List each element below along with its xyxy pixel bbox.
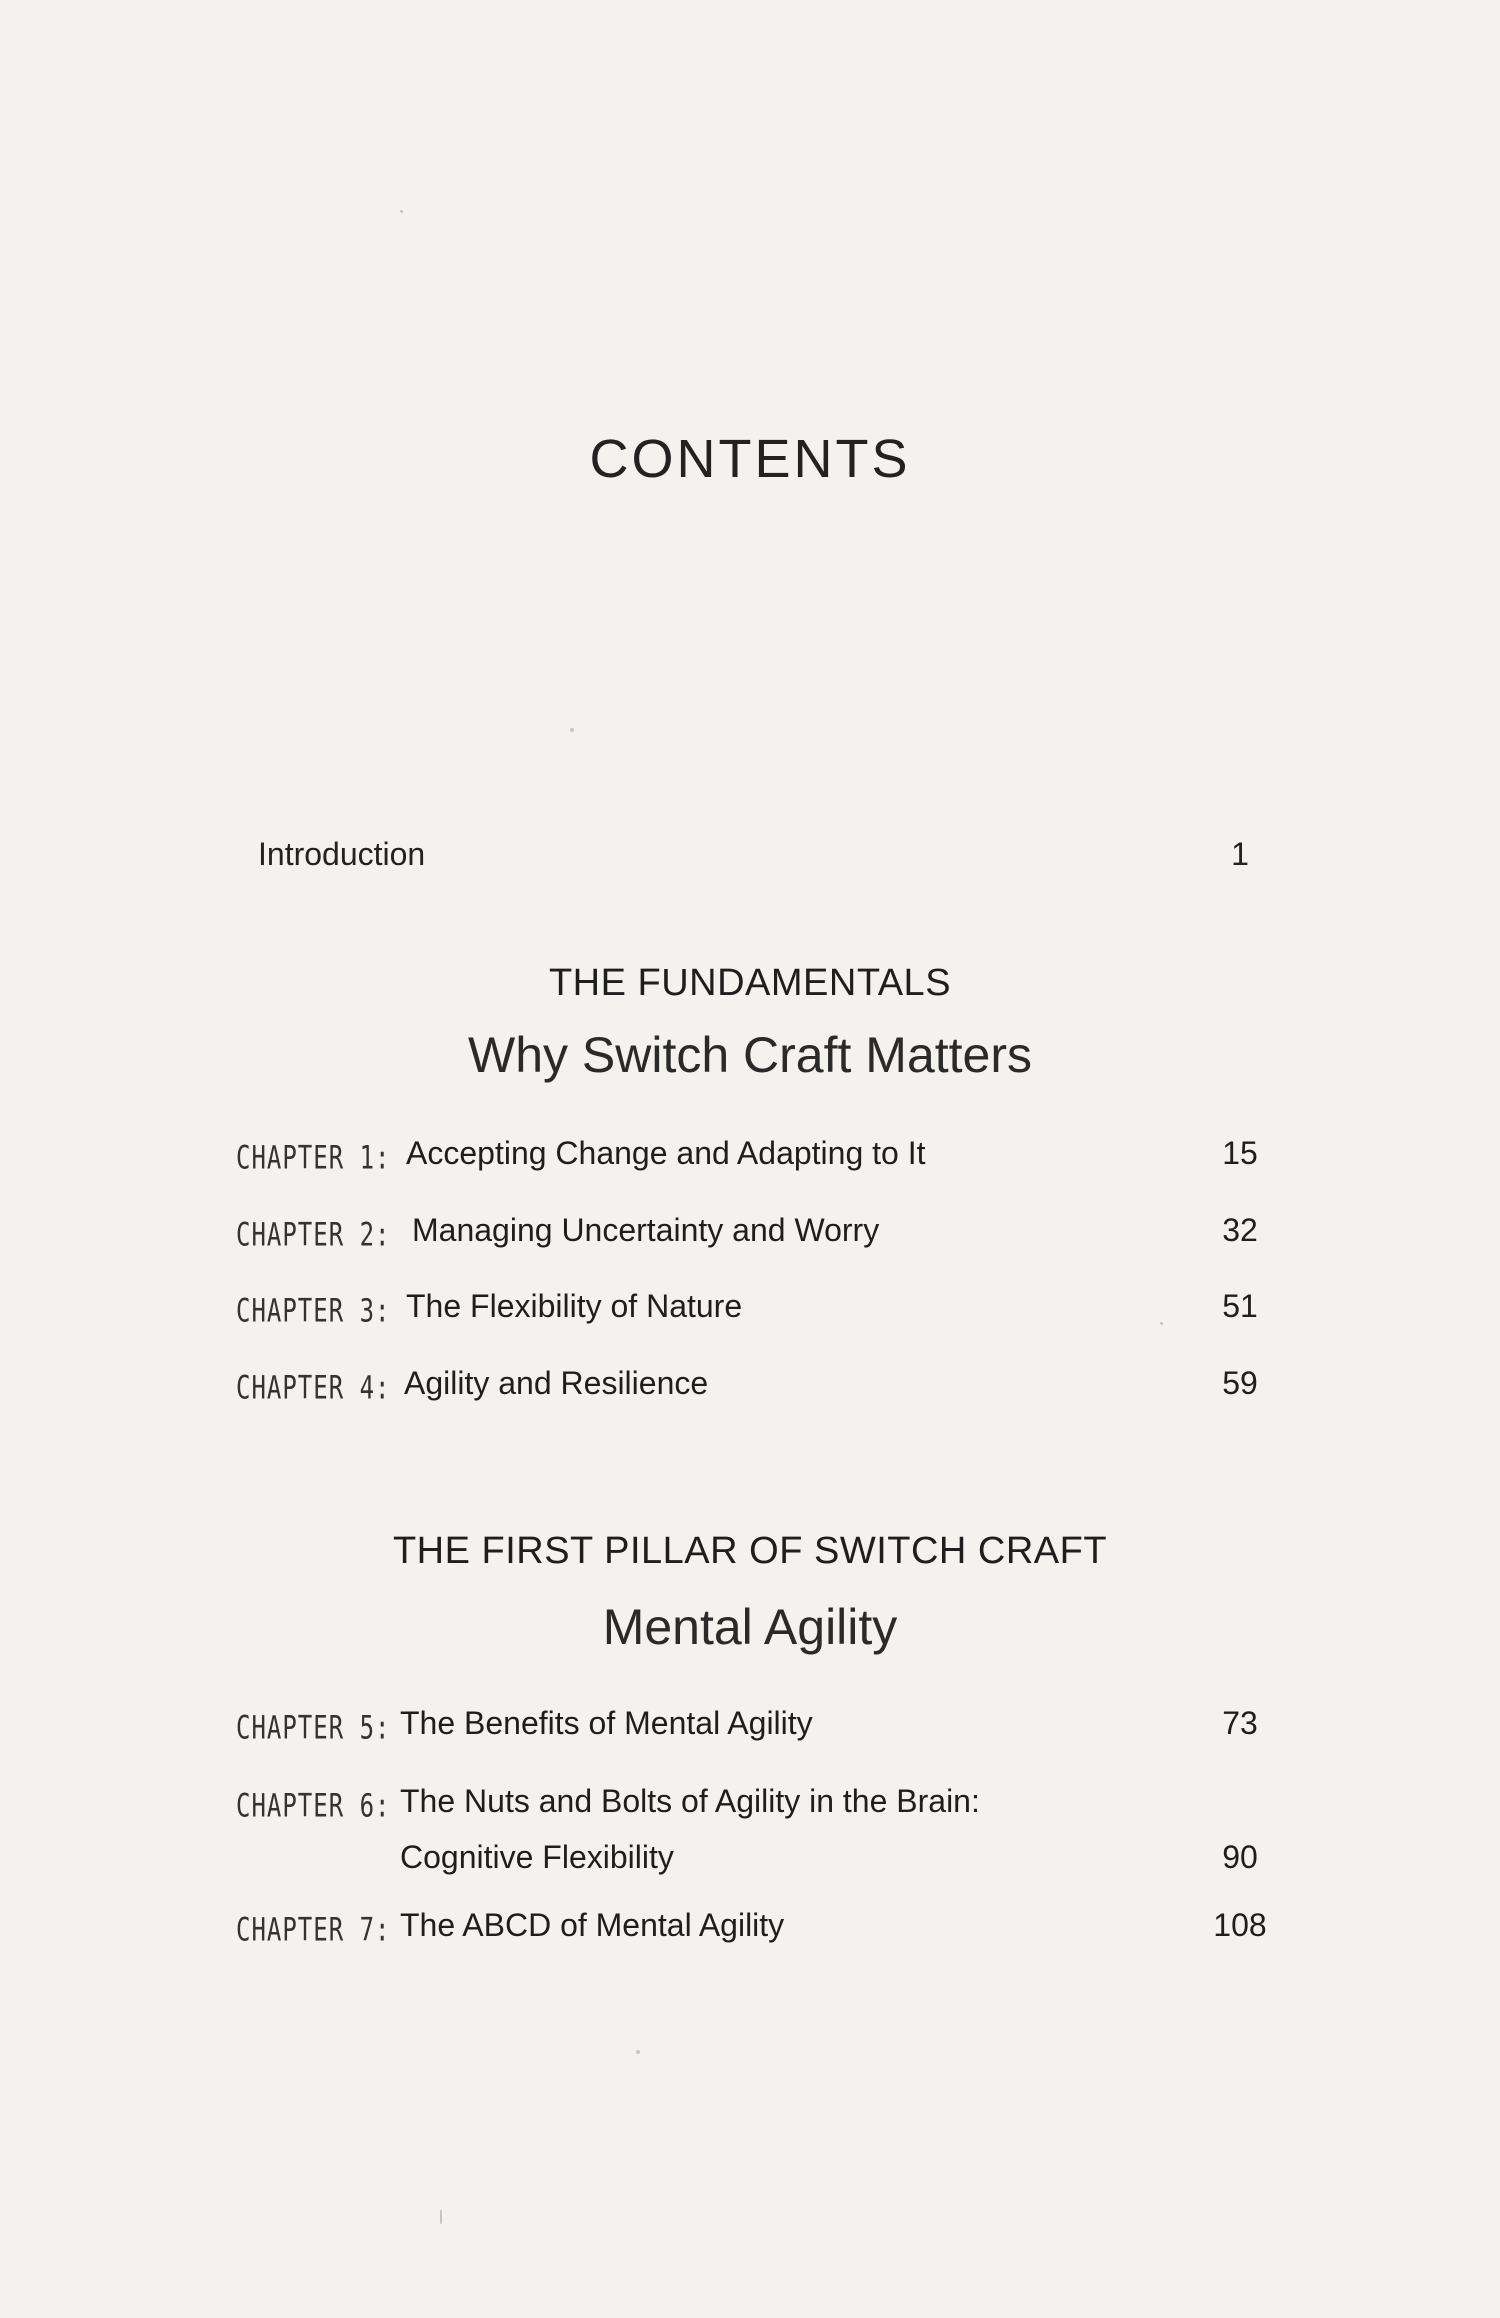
toc-entry-chapter-4 — [236, 1365, 1280, 1415]
toc-entry-chapter-6 — [236, 1783, 1280, 1893]
chapter-page-number: 32 — [1222, 1212, 1258, 1248]
chapter-title-continuation: Cognitive Flexibility — [400, 1839, 674, 1875]
paper-speck — [636, 2050, 640, 2054]
chapter-label: CHAPTER 3: — [236, 1292, 391, 1330]
section-subheading-fundamentals: Why Switch Craft Matters — [468, 1027, 1032, 1083]
chapter-title: The Benefits of Mental Agility — [400, 1705, 813, 1741]
toc-entry-chapter-7 — [236, 1907, 1280, 1957]
paper-speck — [570, 728, 574, 732]
chapter-page-number: 90 — [1222, 1839, 1258, 1875]
chapter-page-number: 59 — [1222, 1365, 1258, 1401]
section-heading-fundamentals: THE FUNDAMENTALS — [548, 962, 952, 1004]
paper-speck — [400, 210, 403, 213]
paper-speck — [440, 2210, 442, 2224]
chapter-page-number: 51 — [1222, 1288, 1258, 1324]
chapter-title: Accepting Change and Adapting to It — [406, 1135, 926, 1171]
chapter-page-number: 15 — [1222, 1135, 1258, 1171]
toc-entry-chapter-2 — [236, 1212, 1280, 1262]
chapter-title: The Flexibility of Nature — [406, 1288, 743, 1324]
paper-speck — [1160, 1322, 1163, 1325]
chapter-label: CHAPTER 5: — [236, 1709, 391, 1747]
toc-entry-chapter-3 — [236, 1288, 1280, 1338]
contents-title: CONTENTS — [589, 429, 911, 489]
toc-entry-chapter-1 — [236, 1135, 1280, 1185]
section-heading-first-pillar: THE FIRST PILLAR OF SWITCH CRAFT — [392, 1530, 1108, 1572]
chapter-title: The ABCD of Mental Agility — [400, 1907, 785, 1943]
chapter-title: Managing Uncertainty and Worry — [412, 1212, 880, 1248]
section-subheading-first-pillar: Mental Agility — [602, 1599, 898, 1655]
introduction-page-number: 1 — [1231, 836, 1249, 872]
chapter-label: CHAPTER 2: — [236, 1216, 391, 1254]
chapter-page-number: 108 — [1213, 1907, 1267, 1943]
chapter-page-number: 73 — [1222, 1705, 1258, 1741]
chapter-label: CHAPTER 1: — [236, 1139, 391, 1177]
toc-entry-chapter-5 — [236, 1705, 1280, 1755]
chapter-label: CHAPTER 4: — [236, 1369, 391, 1407]
chapter-title: The Nuts and Bolts of Agility in the Brain: — [400, 1783, 980, 1819]
introduction-label: Introduction — [258, 836, 426, 872]
chapter-label: CHAPTER 7: — [236, 1911, 391, 1949]
chapter-title: Agility and Resilience — [404, 1365, 709, 1401]
chapter-label: CHAPTER 6: — [236, 1787, 391, 1825]
